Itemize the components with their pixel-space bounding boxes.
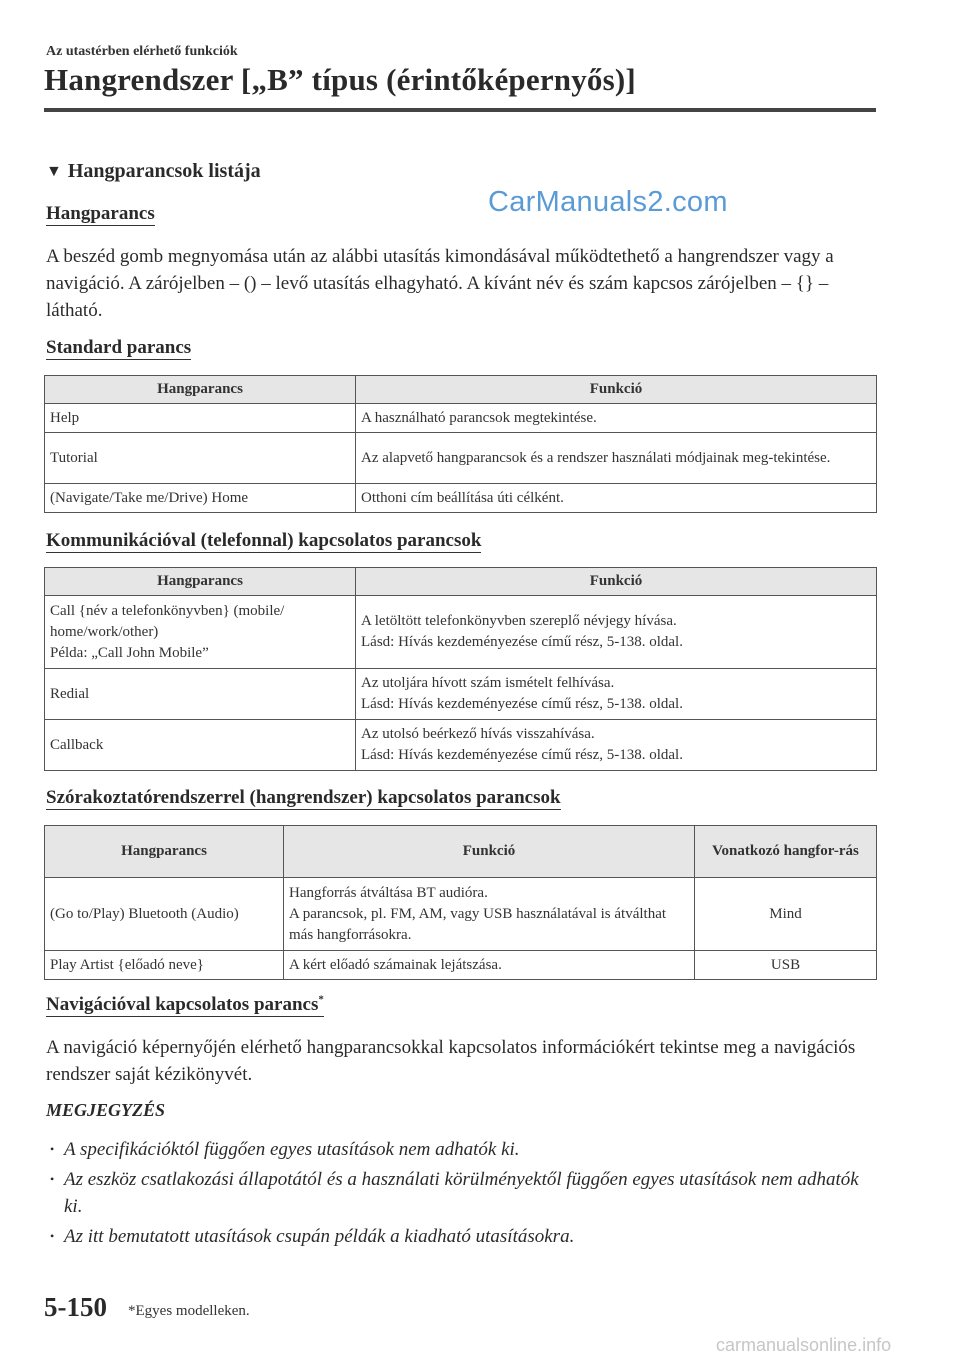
function-cell: Az utolsó beérkező hívás visszahívása. Lásd: Hívás kezdeményezése című rész, 5-138. oldal. [356,720,877,771]
title-rule [44,108,876,112]
subheading-text: Szórakoztatórendszerrel (hangrendszer) kapcsolatos parancsok [46,787,561,808]
section-heading [46,160,261,183]
table-row [45,596,877,669]
table-row [45,404,877,433]
column-header: Hangparancs [45,826,284,878]
subheading-label: Navigációval kapcsolatos parancs [46,994,319,1016]
column-header: Hangparancs [45,568,356,596]
table-row [45,878,877,951]
table-header-row [45,376,877,404]
command-cell: Redial [45,669,356,720]
footnote: *Egyes modelleken. [128,1303,250,1319]
asterisk-mark: * [318,994,324,1006]
column-header: Vonatkozó hangfor-rás [695,826,877,878]
table-row [45,433,877,484]
running-head: Az utastérben elérhető funkciók [46,44,238,59]
note-list [46,1136,866,1253]
table-row [45,484,877,513]
entertainment-commands-table [44,825,877,980]
intro-paragraph: A beszéd gomb megnyomása után az alábbi utasítás kimondásával működtethető a hangrendszer vagy a navigáció. A zárójelben – () – levő utasítás elhagyható. A kívánt név és szám kapcsos zárójelben – {} – látható. [46,246,834,321]
table-row [45,669,877,720]
function-cell: Az utoljára hívott szám ismételt felhívása. Lásd: Hívás kezdeményezése című rész, 5-138. oldal. [356,669,877,720]
footer-watermark: carmanualsonline.info [716,1335,892,1355]
note-heading: MEGJEGYZÉS [46,1100,166,1120]
table-row [45,951,877,980]
command-cell: Play Artist {előadó neve} [45,951,284,980]
table-header-row [45,826,877,878]
section-title: Hangparancsok listája [67,160,261,182]
function-cell: A kért előadó számainak lejátszása. [284,951,695,980]
subheading-text [46,994,324,1017]
command-cell: (Go to/Play) Bluetooth (Audio) [45,878,284,951]
column-header: Funkció [356,376,877,404]
function-cell: A letöltött telefonkönyvben szereplő névjegy hívása. Lásd: Hívás kezdeményezése című rész, 5-138. oldal. [356,596,877,669]
subheading-text: Standard parancs [46,337,192,358]
triangle-down-icon: ▼ [46,163,62,180]
subheading-text: Kommunikációval (telefonnal) kapcsolatos parancsok [46,530,482,551]
subheading-text: Hangparancs [46,203,155,224]
command-cell: Callback [45,720,356,771]
function-cell: A használható parancsok megtekintése. [356,404,877,433]
table-header-row [45,568,877,596]
communication-commands-table [44,567,877,771]
list-item: • A specifikációktól függően egyes utasítások nem adhatók ki. [46,1136,866,1163]
column-header: Funkció [356,568,877,596]
source-cell: Mind [695,878,877,951]
function-cell: Otthoni cím beállítása úti célként. [356,484,877,513]
subheading-entertainment [46,787,561,809]
watermark: CarManuals2.com [488,186,728,218]
standard-commands-table [44,375,877,513]
table-row [45,720,877,771]
chapter-title: Hangrendszer [„B” típus (érintőképernyős)] [44,62,636,97]
command-cell: (Navigate/Take me/Drive) Home [45,484,356,513]
command-cell: Tutorial [45,433,356,484]
column-header: Hangparancs [45,376,356,404]
page-number: 5-150 [44,1292,107,1322]
list-item: • Az itt bemutatott utasítások csupán példák a kiadható utasításokra. [46,1223,866,1250]
source-cell: USB [695,951,877,980]
subheading-navigation [46,994,324,1016]
function-cell: Az alapvető hangparancsok és a rendszer használati módjainak meg-tekintése. [356,433,877,484]
subheading-hangparancs [46,203,155,225]
list-item: • Az eszköz csatlakozási állapotától és a használati körülményektől függően egyes utasítások nem adhatók ki. [46,1166,866,1220]
subheading-communication [46,530,481,552]
command-cell: Help [45,404,356,433]
subheading-standard [46,337,191,359]
function-cell: Hangforrás átváltása BT audióra. A parancsok, pl. FM, AM, vagy USB használatával is átválthat más hangforrásokra. [284,878,695,951]
column-header: Funkció [284,826,695,878]
command-cell: Call {név a telefonkönyvben} (mobile/ home/work/other) Példa: „Call John Mobile” [45,596,356,669]
navigation-paragraph: A navigáció képernyőjén elérhető hangparancsokkal kapcsolatos információkért tekintse meg a navigációs rendszer saját kézikönyvét. [46,1037,856,1085]
